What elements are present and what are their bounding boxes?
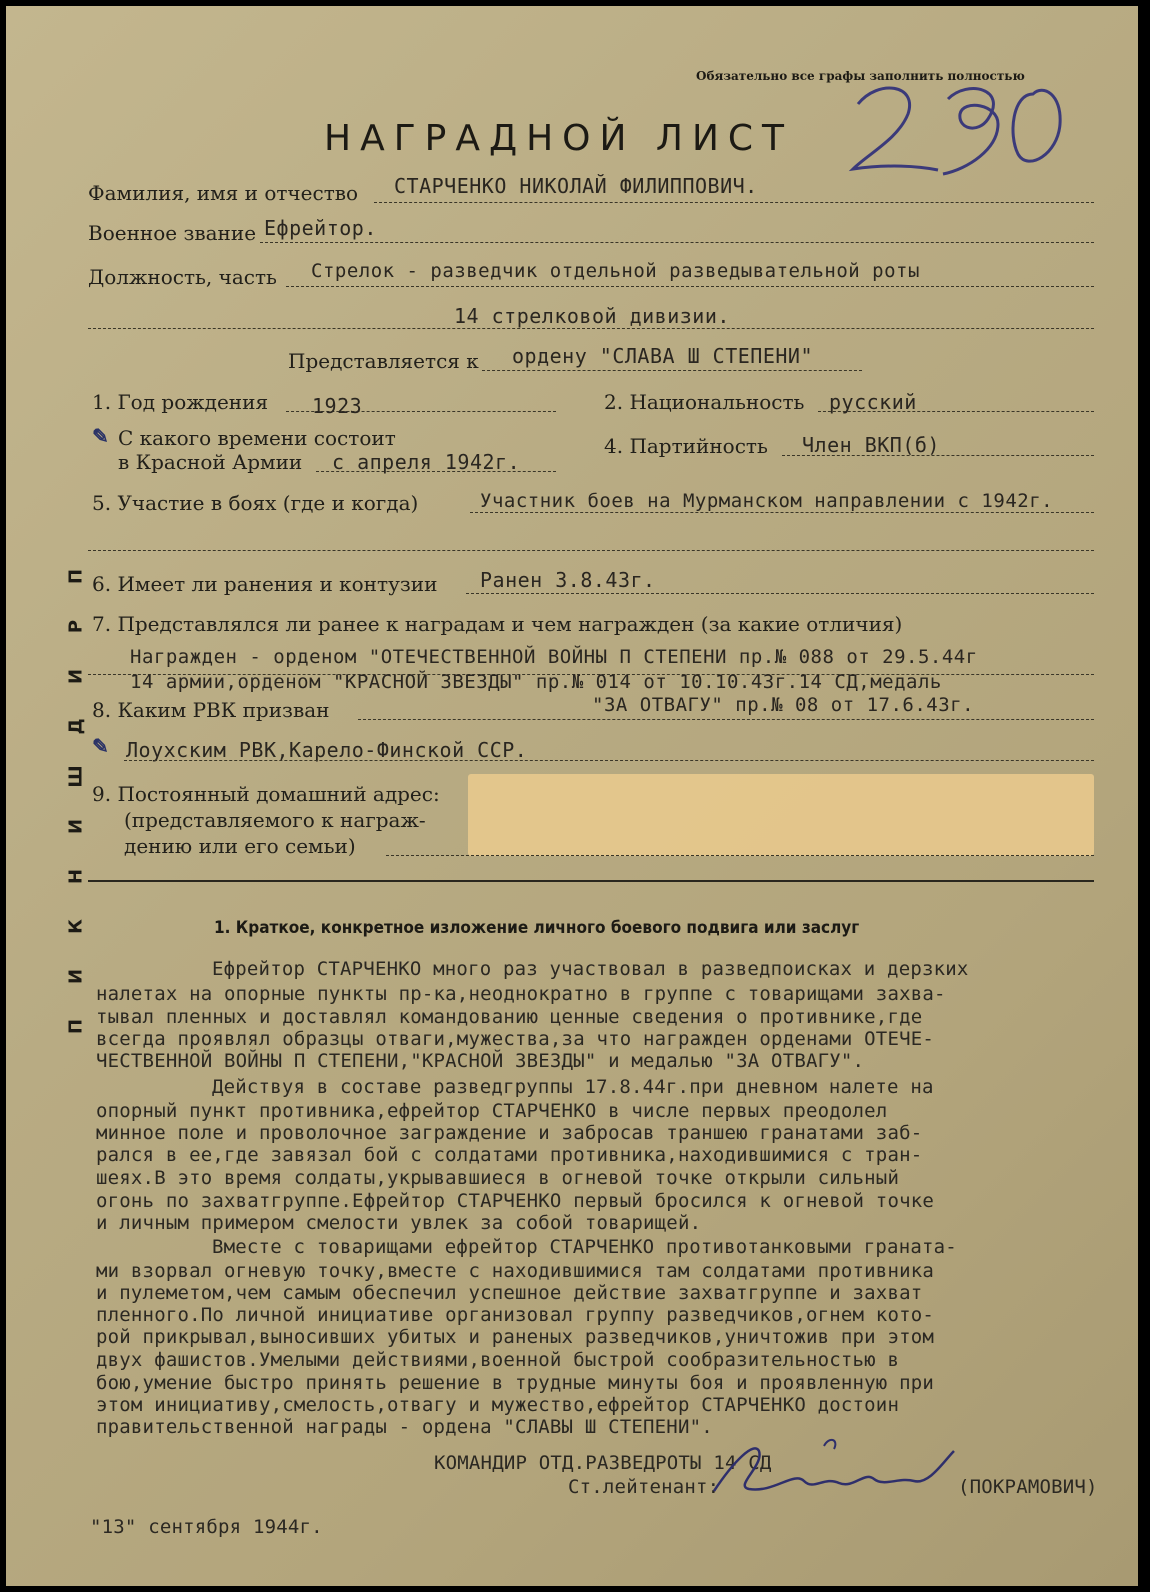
army-label-2: в Красной Армии xyxy=(118,450,303,474)
name-value: СТАРЧЕНКО НИКОЛАЙ ФИЛИППОВИЧ. xyxy=(394,174,758,198)
sidebar-char: К xyxy=(65,919,87,934)
narrative-line: опорный пункт противника,ефрейтор СТАРЧЕНКО в числе первых преодолел xyxy=(96,1100,888,1122)
narrative-line: рой прикрывал,выносивших убитых и раненых разведчиков,уничтожив при этом xyxy=(96,1326,935,1348)
sidebar-char: Ш xyxy=(65,765,87,788)
sidebar-char: Н xyxy=(65,868,87,885)
name-label: Фамилия, имя и отчество xyxy=(88,181,359,205)
awards-value-2: 14 армии,орденом "КРАСНОЙ ЗВЕЗДЫ" пр.№ 014 от 10.10.43г.14 СД,медаль xyxy=(130,671,942,693)
battles-value: Участник боев на Мурманском направлении с 1942г. xyxy=(480,490,1054,512)
narrative-line: тывал пленных и доставлял командованию ценные сведения о противнике,где xyxy=(96,1006,923,1028)
wounds-value: Ранен 3.8.43г. xyxy=(480,568,656,592)
battles-label: 5. Участие в боях (где и когда) xyxy=(92,491,419,515)
nationality-label: 2. Национальность xyxy=(604,390,805,414)
sidebar-char: И xyxy=(65,818,87,835)
narrative-line: Вместе с товарищами ефрейтор СТАРЧЕНКО противотанковыми граната- xyxy=(212,1236,957,1258)
wounds-label: 6. Имеет ли ранения и контузии xyxy=(92,572,438,596)
section-title: 1. Краткое, конкретное изложение личного боевого подвига или заслуг xyxy=(214,918,860,938)
sidebar-char: И xyxy=(65,968,87,985)
item-3-mark: ✎ xyxy=(92,424,109,448)
presented-label: Представляется к xyxy=(288,349,479,373)
narrative-line: бою,умение быстро принять решение в трудные минуты боя и проявленную при xyxy=(96,1372,935,1394)
narrative-line: и личным примером смелости увлек за собой товарищей. xyxy=(96,1212,702,1234)
narrative-line: всегда проявлял образцы отваги,мужества,за что награжден орденами ОТЕЧЕ- xyxy=(96,1028,935,1050)
item-8-mark: ✎ xyxy=(92,734,109,758)
address-label-1: 9. Постоянный домашний адрес: xyxy=(92,782,440,806)
position-value-1: Стрелок - разведчик отдельной разведывательной роты xyxy=(311,260,920,282)
sidebar-char: П xyxy=(65,1018,87,1035)
party-label: 4. Партийность xyxy=(604,434,768,458)
handwritten-signature xyxy=(704,1431,964,1511)
narrative-line: огонь по захватгруппе.Ефрейтор СТАРЧЕНКО первый бросился к огневой точке xyxy=(96,1190,935,1212)
fill-all-fields-note: Обязательно все графы заполнить полностью xyxy=(696,69,1025,83)
party-value: Член ВКП(б) xyxy=(802,433,940,457)
rvk-value: Лоухским РВК,Карело-Финской ССР. xyxy=(126,738,528,762)
army-value: с апреля 1942г. xyxy=(332,450,521,474)
narrative-line: Действуя в составе разведгруппы 17.8.44г.при дневном налете на xyxy=(212,1076,934,1098)
narrative-line: и пулеметом,чем самым обеспечил успешное действие захватгруппе и захват xyxy=(96,1282,923,1304)
commander-title: КОМАНДИР ОТД.РАЗВЕДРОТЫ 14 СД xyxy=(434,1452,772,1474)
address-label-3: дению или его семьи) xyxy=(124,834,356,858)
sidebar-char: П xyxy=(65,568,87,585)
sidebar-char: Р xyxy=(65,619,87,634)
narrative-line: этом инициативу,смелость,отвагу и мужество,ефрейтор СТАРЧЕНКО достоин xyxy=(96,1394,900,1416)
narrative-line: правительственной награды - ордена "СЛАВЫ Ш СТЕПЕНИ". xyxy=(96,1416,713,1438)
commander-name: (ПОКРАМОВИЧ) xyxy=(958,1476,1098,1498)
sidebar-char: И xyxy=(65,668,87,685)
narrative-line: ми взорвал огневую точку,вместе с находившимися там солдатами противника xyxy=(96,1260,935,1282)
handwritten-ink-number xyxy=(848,74,1068,184)
birth-value: 1923 xyxy=(312,394,363,418)
narrative-line: рался в ее,где завязал бой с солдатами противника,находившимися с тран- xyxy=(96,1144,923,1166)
rank-label: Военное звание xyxy=(88,221,257,245)
army-label-1: С какого времени состоит xyxy=(118,426,396,450)
commander-rank: Ст.лейтенант: xyxy=(568,1476,720,1498)
rank-value: Ефрейтор. xyxy=(264,216,377,240)
narrative-line: шеях.В это время солдаты,укрывавшиеся в огневой точке открыли сильный xyxy=(96,1167,900,1189)
redacted-address xyxy=(468,774,1094,856)
document-title: НАГРАДНОЙ ЛИСТ xyxy=(324,118,794,159)
awards-value-3: "ЗА ОТВАГУ" пр.№ 08 от 17.6.43г. xyxy=(592,694,975,716)
narrative-line: двух фашистов.Умелыми действиями,военной быстрой сообразительностью в xyxy=(96,1349,900,1371)
sidebar-char: Д xyxy=(65,718,87,735)
rvk-label: 8. Каким РВК призван xyxy=(92,698,330,722)
narrative-line: пленного.По личной инициативе организовал группу разведчиков,огнем кото- xyxy=(96,1304,935,1326)
awards-label: 7. Представлялся ли ранее к наградам и чем награжден (за какие отличия) xyxy=(92,612,903,636)
document-date: "13" сентября 1944г. xyxy=(90,1516,323,1538)
awards-value-1: Награжден - орденом "ОТЕЧЕСТВЕННОЙ ВОЙНЫ П СТЕПЕНИ пр.№ 088 от 29.5.44г xyxy=(130,646,978,668)
narrative-line: ЧЕСТВЕННОЙ ВОЙНЫ П СТЕПЕНИ,"КРАСНОЙ ЗВЕЗДЫ" и медалью "ЗА ОТВАГУ". xyxy=(96,1050,865,1072)
position-value-2: 14 стрелковой дивизии. xyxy=(454,304,730,328)
narrative-line: Ефрейтор СТАРЧЕНКО много раз участвовал в разведпоисках и дерзких xyxy=(212,958,969,980)
narrative-line: минное поле и проволочное заграждение и забросав траншею гранатами заб- xyxy=(96,1122,923,1144)
nationality-value: русский xyxy=(829,390,917,414)
sidebar-vertical-text xyxy=(54,566,98,1056)
award-sheet xyxy=(6,6,1138,1586)
narrative-line: налетах на опорные пункты пр-ка,неоднократно в группе с товарищами захва- xyxy=(96,983,946,1005)
birth-label: 1. Год рождения xyxy=(92,390,269,414)
address-label-2: (представляемого к награж- xyxy=(124,808,426,832)
position-label: Должность, часть xyxy=(88,265,277,289)
presented-value: ордену "СЛАВА Ш СТЕПЕНИ" xyxy=(512,344,813,368)
